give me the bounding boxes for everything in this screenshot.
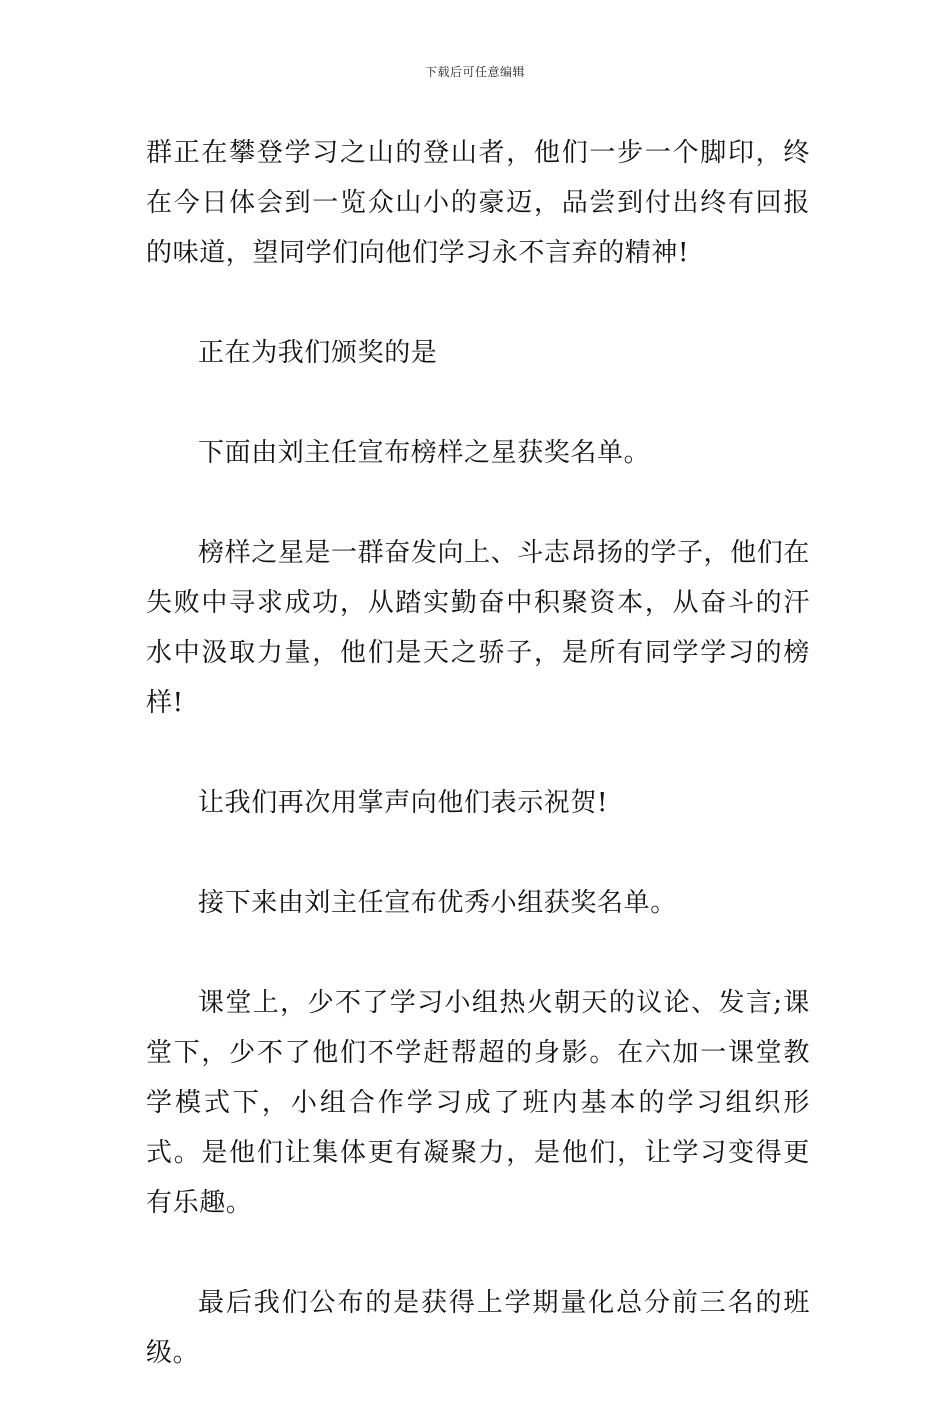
paragraph-class-announcement: 最后我们公布的是获得上学期量化总分前三名的班级。 [146,1288,810,1368]
page-header: 下载后可任意编辑 [424,65,525,79]
document-body [146,128,810,1428]
paragraph-presenter: 正在为我们颁奖的是 [198,338,438,368]
paragraph-star-description: 榜样之星是一群奋发向上、斗志昂扬的学子，他们在失败中寻求成功，从踏实勤奋中积聚资本，从奋斗的汗水中汲取力量，他们是天之骄子，是所有同学学习的榜样! [146,538,810,718]
paragraph-applause: 让我们再次用掌声向他们表示祝贺! [198,788,609,818]
paragraph-continuation: 群正在攀登学习之山的登山者，他们一步一个脚印，终在今日体会到一览众山小的豪迈，品尝到付出终有回报的味道，望同学们向他们学习永不言弃的精神! [146,138,810,268]
paragraph-star-announcement: 下面由刘主任宣布榜样之星获奖名单。 [198,438,651,468]
paragraph-group-description: 课堂上，少不了学习小组热火朝天的议论、发言;课堂下，少不了他们不学赶帮超的身影。在六加一课堂教学模式下，小组合作学习成了班内基本的学习组织形式。是他们让集体更有凝聚力，是他们，让学习变得更有乐趣。 [146,988,810,1218]
paragraph-group-announcement: 接下来由刘主任宣布优秀小组获奖名单。 [198,888,677,918]
